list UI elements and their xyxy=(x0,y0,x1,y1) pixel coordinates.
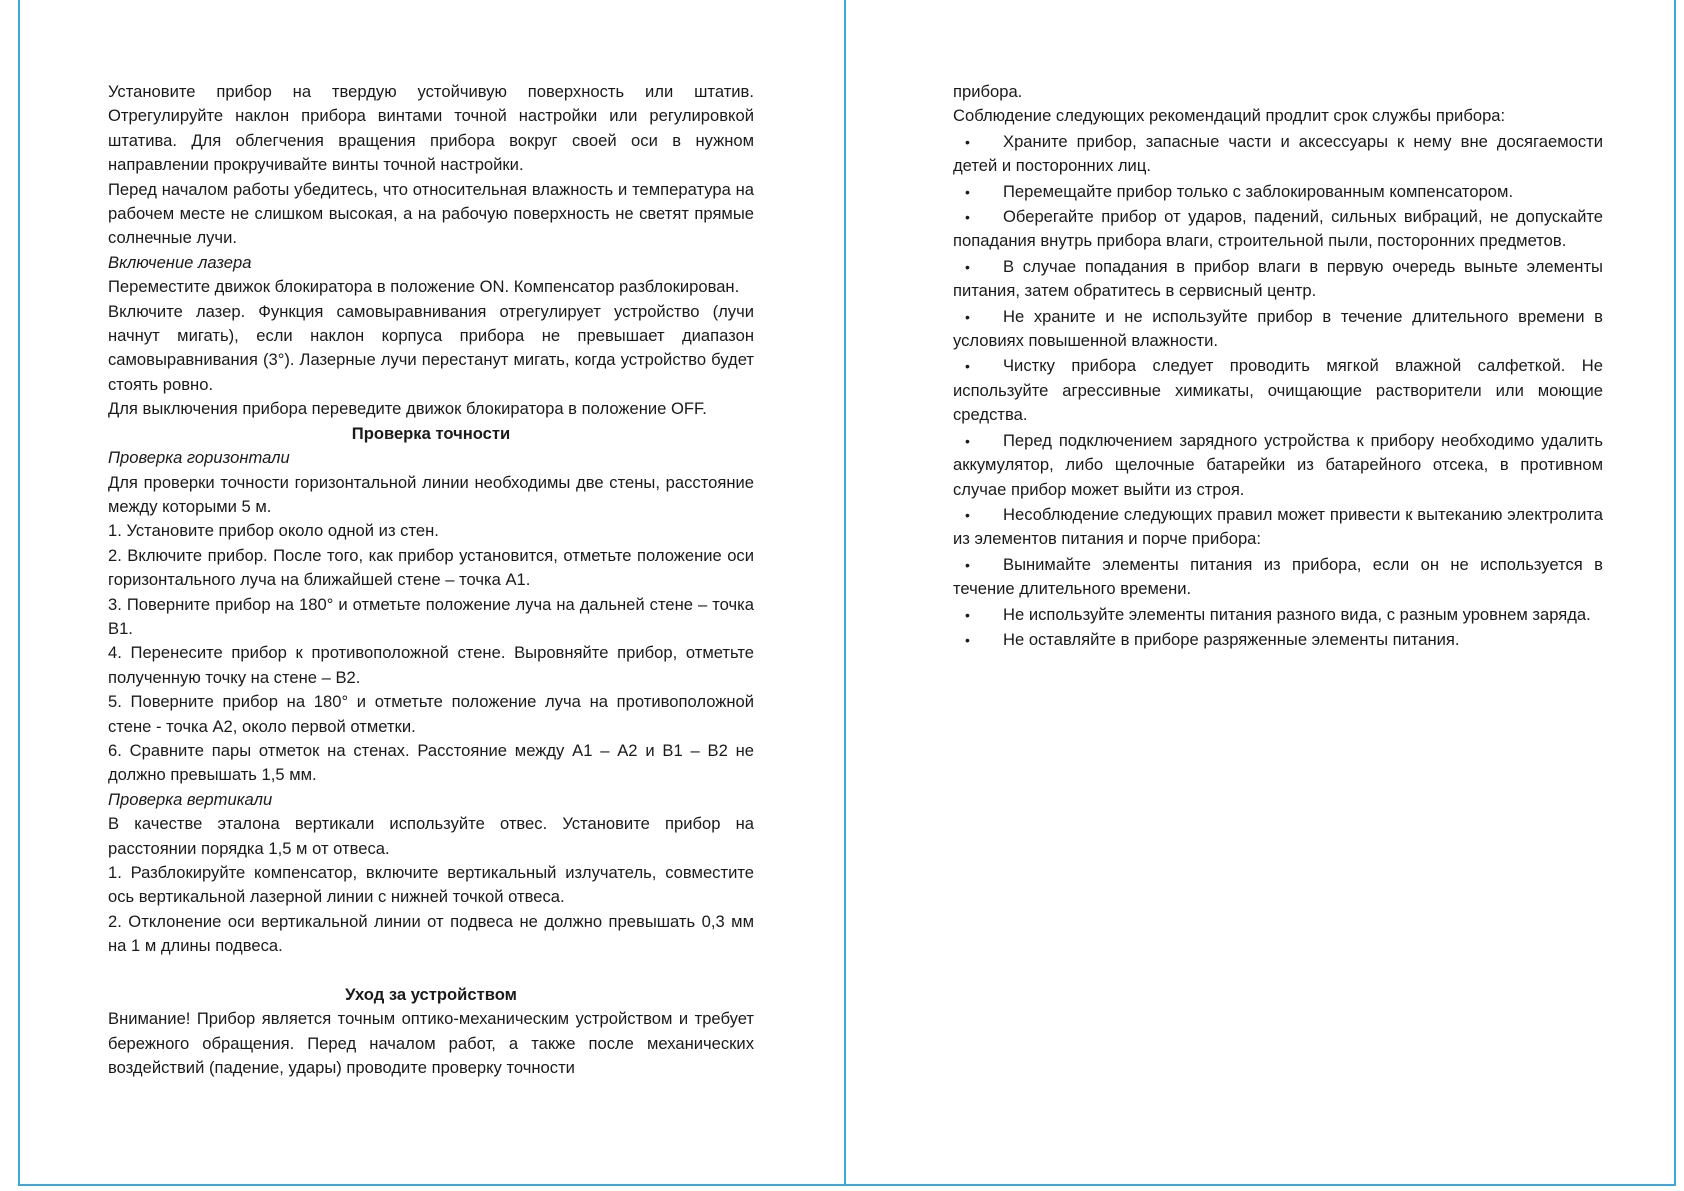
list-item-text: Вынимайте элементы питания из прибора, если он не используется в течение длительного времени. xyxy=(953,554,1603,599)
step-vertical-2: 2. Отклонение оси вертикальной линии от подвеса не должно превышать 0,3 мм на 1 м длины подвеса. xyxy=(108,911,754,956)
paragraph-horizontal-intro: Для проверки точности горизонтальной линии необходимы две стены, расстояние между которыми 5 м. xyxy=(108,472,754,516)
bullet-icon: • xyxy=(965,209,970,226)
care-recommendations-list xyxy=(953,130,1603,653)
bullet-icon: • xyxy=(965,506,970,523)
list-item xyxy=(953,255,1603,304)
list-item-text: Не храните и не используйте прибор в течение длительного времени в условиях повышенной влажности. xyxy=(953,306,1603,351)
paragraph-conditions: Перед началом работы убедитесь, что относительная влажность и температура на рабочем месте не слишком высокая, а на рабочую поверхность не светят прямые солнечные лучи. xyxy=(108,179,754,248)
step-horizontal-3: 3. Поверните прибор на 180° и отметьте положение луча на дальней стене – точка В1. xyxy=(108,594,754,638)
list-item-text: Перемещайте прибор только с заблокированным компенсатором. xyxy=(1003,181,1514,201)
paragraph-vertical-intro: В качестве эталона вертикали используйте отвес. Установите прибор на расстоянии порядка 1,5 м от отвеса. xyxy=(108,814,754,858)
step-horizontal-5: 5. Поверните прибор на 180° и отметьте положение луча на противоположной стене - точка А2, около первой отметки. xyxy=(108,692,754,736)
bullet-icon: • xyxy=(965,556,970,573)
paragraph-setup: Установите прибор на твердую устойчивую поверхность или штатив. Отрегулируйте наклон прибора винтами точной настройки или регулировкой штатива. Для облегчения вращения прибора вокруг своей оси в нужном направлении прокручивайте винты точной настройки. xyxy=(108,82,754,175)
bullet-icon: • xyxy=(965,183,970,200)
subheading-horizontal-check: Проверка горизонтали xyxy=(108,448,290,468)
right-page-column xyxy=(953,80,1603,652)
list-item xyxy=(953,628,1603,652)
list-item xyxy=(953,503,1603,552)
step-horizontal-6: 6. Сравните пары отметок на стенах. Расстояние между А1 – А2 и В1 – В2 не должно превышать 1,5 мм. xyxy=(108,740,754,785)
paragraph-power-off: Для выключения прибора переведите движок блокиратора в положение OFF. xyxy=(108,399,707,419)
list-item-text: Не оставляйте в приборе разряженные элементы питания. xyxy=(1003,629,1460,649)
step-horizontal-1: 1. Установите прибор около одной из стен. xyxy=(108,521,439,541)
heading-device-care: Уход за устройством xyxy=(345,985,517,1005)
bullet-icon: • xyxy=(965,606,970,623)
bullet-icon: • xyxy=(965,631,970,648)
list-item xyxy=(953,603,1603,627)
heading-accuracy-check: Проверка точности xyxy=(351,423,511,443)
step-vertical-1: 1. Разблокируйте компенсатор, включите вертикальный излучатель, совместите ось вертикальной лазерной линии с нижней точкой отвеса. xyxy=(108,863,754,907)
subheading-laser-on: Включение лазера xyxy=(108,252,252,272)
step-horizontal-4: 4. Перенесите прибор к противоположной стене. Выровняйте прибор, отметьте полученную точку на стене – В2. xyxy=(108,643,754,687)
bullet-icon: • xyxy=(965,308,970,325)
list-item xyxy=(953,354,1603,427)
paragraph-care-intro: Соблюдение следующих рекомендаций продлит срок службы прибора: xyxy=(953,106,1506,126)
list-item-text: Чистку прибора следует проводить мягкой влажной салфеткой. Не используйте агрессивные химикаты, очищающие растворители или моющие средства. xyxy=(953,356,1603,425)
bullet-icon: • xyxy=(965,258,970,275)
left-page-column xyxy=(108,80,754,1081)
list-item-text: В случае попадания в прибор влаги в первую очередь выньте элементы питания, затем обратитесь в сервисный центр. xyxy=(953,256,1603,301)
step-horizontal-2: 2. Включите прибор. После того, как прибор установится, отметьте положение оси горизонтального луча на ближайшей стене – точка А1. xyxy=(108,545,754,590)
paragraph-self-leveling: Включите лазер. Функция самовыравнивания отрегулирует устройство (лучи начнут мигать), если наклон корпуса прибора не превышает диапазон самовыравнивания (3°). Лазерные лучи перестанут мигать, когда устройство будет стоять ровно. xyxy=(108,301,754,394)
bullet-icon: • xyxy=(965,133,970,150)
bullet-icon: • xyxy=(965,432,970,449)
list-item xyxy=(953,305,1603,354)
subheading-vertical-check: Проверка вертикали xyxy=(108,789,273,809)
paragraph-lock-on: Переместите движок блокиратора в положение ON. Компенсатор разблокирован. xyxy=(108,277,740,297)
list-item xyxy=(953,130,1603,179)
list-item xyxy=(953,429,1603,502)
list-item xyxy=(953,180,1603,204)
bullet-icon: • xyxy=(965,358,970,375)
paragraph-warning: Внимание! Прибор является точным оптико-механическим устройством и требует бережного обращения. Перед началом работ, а также после механических воздействий (падение, удары) проводите проверку точности xyxy=(108,1009,754,1078)
list-item xyxy=(953,205,1603,254)
paragraph-continuation: прибора. xyxy=(953,82,1023,101)
list-item xyxy=(953,553,1603,602)
list-item-text: Оберегайте прибор от ударов, падений, сильных вибраций, не допускайте попадания внутрь прибора влаги, строительной пыли, посторонних предметов. xyxy=(953,207,1603,251)
list-item-text: Храните прибор, запасные части и аксессуары к нему вне досягаемости детей и посторонних лиц. xyxy=(953,131,1603,176)
list-item-text: Несоблюдение следующих правил может привести к вытеканию электролита из элементов питания и порче прибора: xyxy=(953,504,1603,549)
list-item-text: Не используйте элементы питания разного вида, с разным уровнем заряда. xyxy=(1003,604,1591,624)
list-item-text: Перед подключением зарядного устройства к прибору необходимо удалить аккумулятор, либо щелочные батарейки из батарейного отсека, в противном случае прибор может выйти из строя. xyxy=(953,430,1603,499)
